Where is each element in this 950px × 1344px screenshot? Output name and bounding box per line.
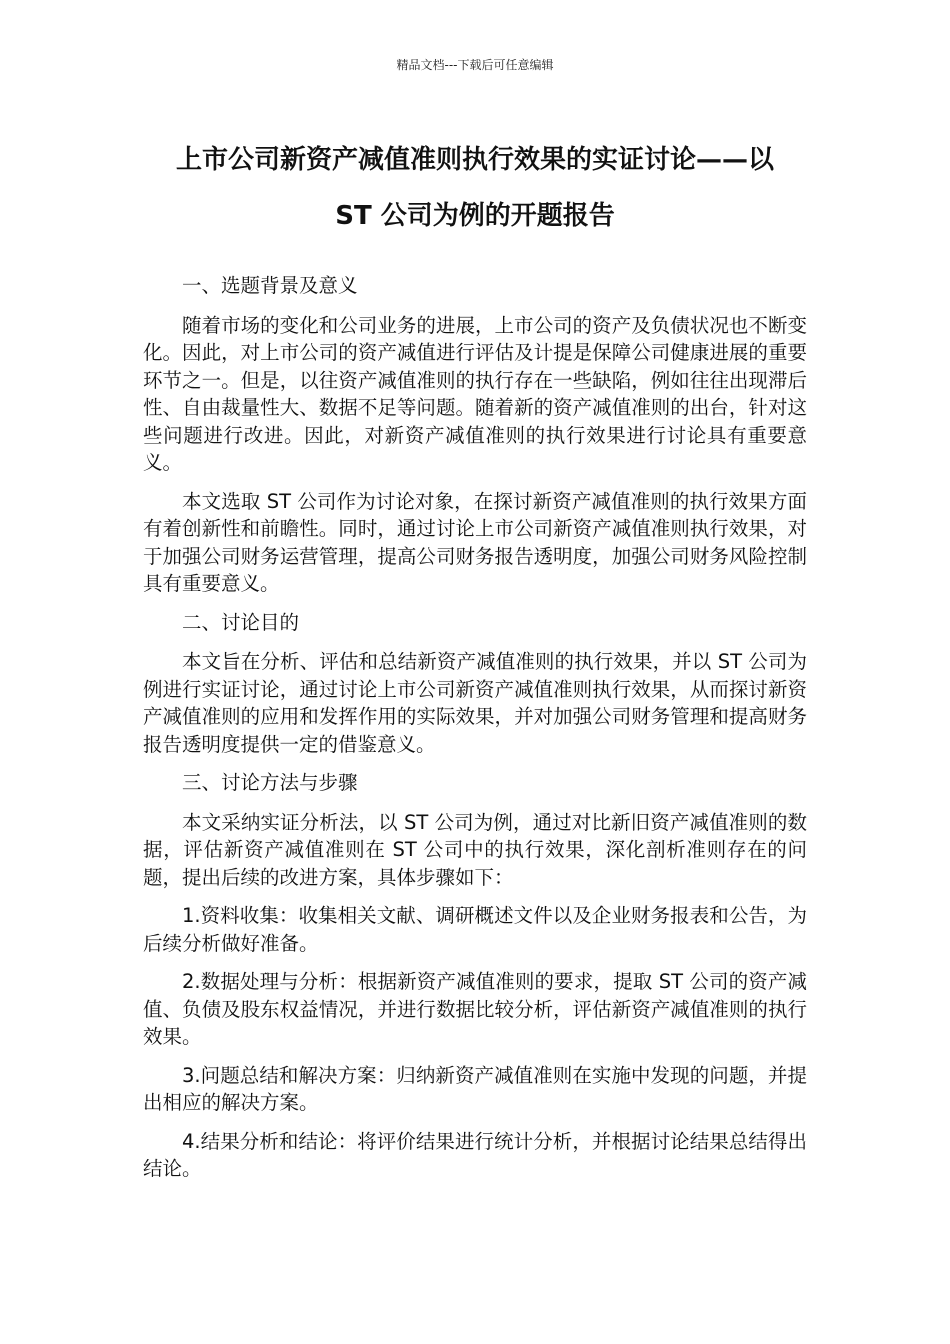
step-item: 4.结果分析和结论：将评价结果进行统计分析，并根据讨论结果总结得出结论。	[143, 1129, 807, 1180]
document-body	[143, 272, 807, 1194]
paragraph: 本文旨在分析、评估和总结新资产减值准则的执行效果，并以 ST 公司为例进行实证讨论，通过讨论上市公司新资产减值准则执行效果，从而探讨新资产减值准则的应用和发挥作用的实际效果，并对加强公司财务管理和提高财务报告透明度提供一定的借鉴意义。	[143, 650, 807, 756]
paragraph: 随着市场的变化和公司业务的进展，上市公司的资产及负债状况也不断变化。因此，对上市公司的资产减值进行评估及计提是保障公司健康进展的重要环节之一。但是，以往资产减值准则的执行存在一些缺陷，例如往往出现滞后性、自由裁量性大、数据不足等问题。随着新的资产减值准则的出台，针对这些问题进行改进。因此，对新资产减值准则的执行效果进行讨论具有重要意义。	[143, 313, 807, 474]
document-title	[110, 132, 840, 244]
title-line-2: ST 公司为例的开题报告	[335, 201, 615, 231]
paragraph: 本文采纳实证分析法，以 ST 公司为例，通过对比新旧资产减值准则的数据，评估新资产减值准则在 ST 公司中的执行效果，深化剖析准则存在的问题，提出后续的改进方案，具体步骤如下：	[143, 810, 807, 889]
section-heading-method: 三、讨论方法与步骤	[182, 771, 358, 794]
section-heading-background: 一、选题背景及意义	[182, 274, 358, 297]
title-line-1: 上市公司新资产减值准则执行效果的实证讨论——以	[175, 145, 774, 175]
page-header-note: 精品文档---下载后可任意编辑	[396, 58, 554, 72]
step-item: 3.问题总结和解决方案：归纳新资产减值准则在实施中发现的问题，并提出相应的解决方案。	[143, 1063, 807, 1114]
section-heading-purpose: 二、讨论目的	[182, 610, 300, 634]
step-item: 1.资料收集：收集相关文献、调研概述文件以及企业财务报表和公告，为后续分析做好准备。	[143, 904, 807, 955]
paragraph: 本文选取 ST 公司作为讨论对象，在探讨新资产减值准则的执行效果方面有着创新性和前瞻性。同时，通过讨论上市公司新资产减值准则执行效果，对于加强公司财务运营管理，提高公司财务报告透明度，加强公司财务风险控制具有重要意义。	[143, 489, 807, 595]
step-item: 2.数据处理与分析：根据新资产减值准则的要求，提取 ST 公司的资产减值、负债及股东权益情况，并进行数据比较分析，评估新资产减值准则的执行效果。	[143, 970, 807, 1048]
